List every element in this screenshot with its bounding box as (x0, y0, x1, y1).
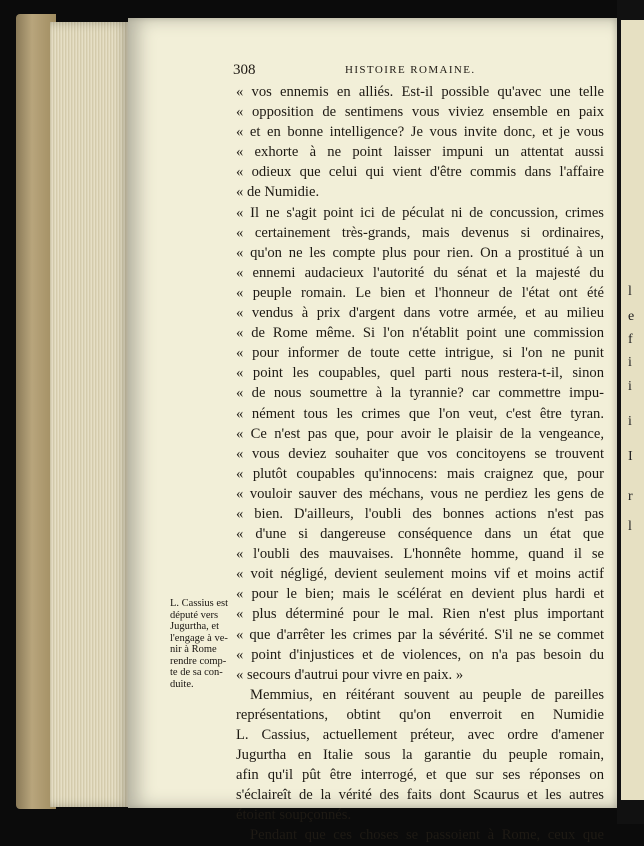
margin-note-line: duite. (170, 678, 194, 690)
text-line: « vous deviez souhaiter que vos concitoyens se trouvent (236, 445, 604, 462)
text-line: « opposition de sentimens vous viviez ensemble en paix (236, 104, 604, 121)
text-line: « bien. D'ailleurs, l'oubli des bonnes actions n'est pas (236, 505, 604, 522)
right-page-fragment: l (628, 284, 632, 299)
text-line: « plutôt coupables qu'innocens: mais craignez que, pour (236, 465, 604, 482)
running-title: HISTOIRE ROMAINE. (345, 64, 476, 76)
text-line: « point les coupables, quel parti nous restera-t-il, sinon (236, 365, 604, 382)
right-page-fragment: l (628, 519, 632, 534)
right-page-fragment: e (628, 309, 635, 324)
right-page-fragment: i (628, 355, 632, 370)
text-line: « pour informer de toute cette intrigue, si l'on ne punit (236, 345, 604, 362)
margin-note-line: l'engage à ve- (170, 632, 228, 644)
text-line: « qu'on ne les compte plus pour rien. On a prostitué à un (236, 244, 604, 261)
text-line: étoient soupçonnés. (236, 807, 352, 824)
text-line: s'éclaireît de la vérité des faits dont Scaurus et les autres (236, 787, 604, 804)
text-line: représentations, obtint qu'on enverroit en Numidie (236, 706, 604, 723)
text-line: « certainement très-grands, mais devenus si ordinaires, (236, 224, 604, 241)
margin-note-line: Jugurtha, et (170, 621, 219, 632)
text-line: L. Cassius, actuellement préteur, avec ordre d'amener (236, 727, 604, 743)
margin-note-line: te de sa con- (170, 667, 223, 678)
text-line: « Ce n'est pas que, pour avoir le plaisir de la vengeance, (236, 425, 604, 442)
margin-note-line: député vers (170, 609, 219, 621)
text-line: « de Rome même. Si l'on n'établit point une commission (236, 325, 604, 342)
right-page-fragment: f (628, 332, 633, 347)
text-line: afin qu'il pût être interrogé, et que sur ses réponses on (236, 767, 604, 784)
right-page-fragment: I (628, 449, 633, 464)
margin-note-line: rendre comp- (170, 655, 227, 667)
text-line: « odieux que celui qui vient d'être commis dans l'affaire (236, 164, 604, 181)
text-line: « que d'arrêter les crimes par la sévérité. S'il ne se commet (236, 626, 604, 643)
margin-note (170, 598, 244, 690)
text-line: « vouloir sauver des méchans, vous ne perdiez les gens de (236, 485, 604, 502)
right-page-fragment: r (628, 489, 633, 504)
text-line: « de Numidie. (236, 184, 320, 201)
text-line: « vendus à prix d'argent dans votre armée, et au milieu (236, 305, 604, 322)
right-page-fragment: i (628, 414, 632, 429)
body-text (236, 82, 604, 846)
text-line: « secours d'autrui pour vivre en paix. » (236, 666, 464, 683)
page-stack-edge (50, 22, 130, 807)
text-line: « exhorte à ne point laisser impuni un attentat aussi (236, 144, 604, 161)
page-number: 308 (233, 62, 256, 78)
text-line: « nément tous les crimes que l'on veut, c'est être tyran. (236, 405, 604, 422)
text-line: « Il ne s'agit point ici de péculat ni de concussion, crimes (236, 204, 604, 221)
text-line: « d'une si dangereuse conséquence dans un état que (236, 526, 604, 543)
text-line: « de nous soumettre à la tyrannie? car commettre impu- (236, 385, 604, 402)
next-page-sliver (621, 20, 644, 800)
text-line: « plus déterminé pour le mal. Rien n'est plus important (236, 606, 604, 623)
margin-note-line: L. Cassius est (170, 598, 229, 609)
right-page-fragment: i (628, 379, 632, 394)
margin-note-line: nir à Rome (170, 644, 217, 655)
text-line: « l'oubli des mauvaises. L'honnête homme, quand il se (236, 546, 604, 563)
text-line: Jugurtha en Italie sous la garantie du peuple romain, (236, 747, 604, 764)
text-line: Pendant que ces choses se passoient à Rome, ceux que (250, 827, 604, 844)
text-line: « et en bonne intelligence? Je vous invite donc, et je vous (236, 124, 604, 141)
text-line: « voit négligé, devient seulement moins vif et moins actif (236, 566, 604, 583)
text-line: « pour le bien; mais le scélérat en devient plus hardi et (236, 586, 604, 603)
text-line: « point d'injustices et de violences, on n'a pas besoin du (236, 646, 604, 663)
text-line: « ennemi audacieux l'autorité du sénat et la majesté du (236, 264, 604, 281)
text-line: Memmius, en réitérant souvent au peuple de pareilles (250, 686, 604, 703)
text-line: « peuple romain. Le bien et l'honneur de l'état ont été (236, 284, 604, 301)
text-line: « vos ennemis en alliés. Est-il possible qu'avec une telle (236, 84, 604, 100)
